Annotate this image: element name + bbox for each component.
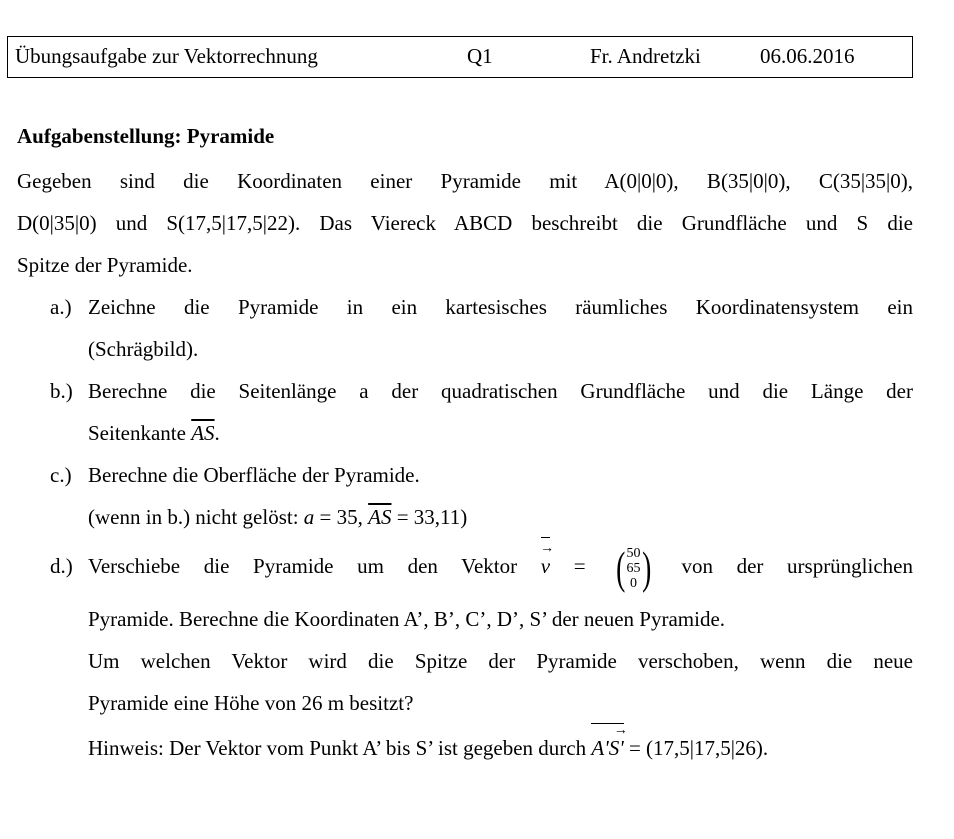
course-label: Q1 [467,44,493,68]
intro-line-2: D(0|35|0) und S(17,5|17,5|22). Das Viereck ABCD beschreibt die Grundfläche und S die [17,211,913,235]
task-a [50,286,913,370]
task-d-line-3: Um welchen Vektor wird die Spitze der Pyramide verschoben, wenn die neue [88,649,913,673]
task-a-line-1: Zeichne die Pyramide in ein kartesisches räumliches Koordinatensystem ein [88,295,913,319]
task-d-line-4: Pyramide eine Höhe von 26 m besitzt? [88,691,414,715]
intro-paragraph [17,160,913,286]
worksheet-date: 06.06.2016 [760,44,855,68]
task-d-label: d.) [50,554,73,578]
task-b-line-2 [88,412,913,454]
intro-line-3: Spitze der Pyramide. [17,253,193,277]
left-paren: ( [616,542,626,594]
task-d-line-1 [88,538,913,594]
intro-line-1: Gegeben sind die Koordinaten einer Pyramide mit A(0|0|0), B(35|0|0), C(35|35|0), [17,169,913,193]
task-b [50,370,913,454]
task-b-line-1: Berechne die Seitenlänge a der quadratischen Grundfläche und die Länge der [88,379,913,403]
hint-prefix: Hinweis: Der Vektor vom Punkt A’ bis S’ ist gegeben durch [88,736,592,760]
task-c [50,454,913,538]
variable-a: a [303,505,315,529]
vector-component-y: 65 [626,560,641,576]
column-vector [613,542,654,594]
task-c-prefix: (wenn in b.) nicht gelöst: [88,505,304,529]
task-c-line-2 [88,496,913,538]
task-c-eq2: = 33,11) [391,505,468,529]
task-list [50,286,913,772]
right-paren: ) [641,542,651,594]
vector-component-x: 50 [626,545,641,561]
section-title: Aufgabenstellung: Pyramide [17,124,275,148]
task-d-hint [88,724,913,772]
header-box [7,36,913,78]
task-a-label: a.) [50,295,72,319]
task-b-label: b.) [50,379,73,403]
task-a-line-2: (Schrägbild). [88,337,199,361]
task-d [50,538,913,772]
task-c-eq1: = 35, [314,505,369,529]
vector-a-prime-s-prime: A'S' → [591,724,623,772]
segment-as: $\overline{AS}$ [191,421,215,445]
task-c-label: c.) [50,463,72,487]
task-b-line-2-prefix: Seitenkante [88,421,192,445]
task-d-line-2: Pyramide. Berechne die Koordinaten A’, B’, C’, D’, S’ der neuen Pyramide. [88,607,726,631]
vector-eq: = [550,554,610,578]
task-d-line-1-prefix: Verschiebe die Pyramide um den Vektor [88,554,541,578]
segment-as: $\overline{AS}$ [368,505,392,529]
vector-component-z: 0 [630,575,638,591]
vector-components [627,546,641,591]
teacher-name: Fr. Andretzki [590,44,701,68]
task-c-line-1: Berechne die Oberfläche der Pyramide. [88,463,420,487]
task-b-line-2-suffix: . [214,421,220,445]
task-d-line-1-suffix: von der ursprünglichen [657,554,913,578]
hint-suffix: = (17,5|17,5|26). [623,736,769,760]
worksheet-title: Übungsaufgabe zur Vektorrechnung [15,44,318,68]
vector-v: v → [541,538,550,594]
